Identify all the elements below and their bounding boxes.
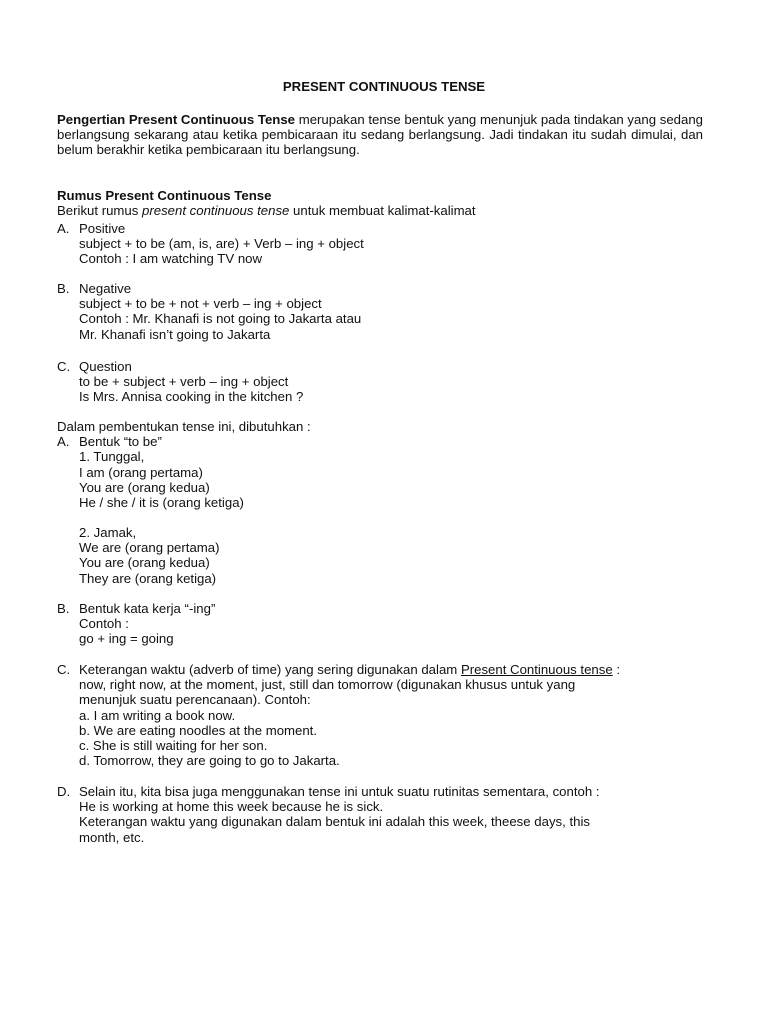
pembentukan-d-line: Keterangan waktu yang digunakan dalam bentuk ini adalah this week, theese days, this bbox=[79, 814, 590, 830]
pembentukan-a-label: A. bbox=[57, 434, 70, 450]
rumus-c-formula: to be + subject + verb – ing + object bbox=[79, 374, 289, 390]
pembentukan-d bbox=[57, 784, 707, 845]
pembentukan-b-label: B. bbox=[57, 601, 70, 616]
intro-text: merupakan tense bentuk yang menunjuk pada tindakan yang sedang berlangsung sekarang atau ketika pembicaraan itu sedang berlangsung. Jadi tindakan itu sudah dimulai, dan belum berakhir ketika pembicaraan itu berlangsung. bbox=[57, 112, 703, 158]
pembentukan-c-post: : bbox=[612, 662, 621, 677]
pembentukan-lead: Dalam pembentukan tense ini, dibutuhkan : bbox=[57, 419, 311, 434]
pembentukan-c-pre: Keterangan waktu (adverb of time) yang sering digunakan dalam bbox=[79, 662, 461, 677]
pembentukan-c-label: C. bbox=[57, 662, 71, 677]
pembentukan-d-line: Selain itu, kita bisa juga menggunakan tense ini untuk suatu rutinitas sementara, contoh : bbox=[79, 784, 600, 799]
intro-paragraph bbox=[57, 112, 703, 158]
rumus-section bbox=[57, 188, 707, 218]
jamak-line: You are (orang kedua) bbox=[79, 555, 210, 571]
pembentukan-d-line: month, etc. bbox=[79, 829, 145, 845]
rumus-lead-italic: present continuous tense bbox=[142, 203, 290, 219]
present-continuous-link[interactable]: Present Continuous tense bbox=[460, 662, 613, 677]
tunggal-line: He / she / it is (orang ketiga) bbox=[79, 495, 244, 511]
rumus-c-label: C. bbox=[57, 359, 71, 374]
rumus-a-name: Positive bbox=[79, 221, 126, 236]
pembentukan-c-line: menunjuk suatu perencanaan). Contoh: bbox=[79, 692, 311, 708]
rumus-a-label: A. bbox=[57, 221, 70, 236]
pembentukan-c-line: c. She is still waiting for her son. bbox=[79, 738, 268, 754]
rumus-c bbox=[57, 359, 707, 405]
pembentukan-d-line: He is working at home this week because he is sick. bbox=[79, 799, 384, 815]
rumus-b-formula: subject + to be + not + verb – ing + object bbox=[79, 296, 322, 312]
jamak-line: They are (orang ketiga) bbox=[79, 570, 217, 586]
intro-term: Pengertian Present Continuous Tense bbox=[57, 112, 296, 127]
pembentukan-c-line: now, right now, at the moment, just, still dan tomorrow (digunakan khusus untuk yang bbox=[79, 677, 576, 693]
pembentukan-c-line: b. We are eating noodles at the moment. bbox=[79, 722, 318, 738]
rumus-b-example-2: Mr. Khanafi isn’t going to Jakarta bbox=[79, 326, 271, 342]
pembentukan-c-line: d. Tomorrow, they are going to go to Jakarta. bbox=[79, 753, 340, 769]
pembentukan-section bbox=[57, 419, 707, 510]
rumus-lead-b: untuk membuat kalimat-kalimat bbox=[289, 203, 476, 219]
pembentukan-c bbox=[57, 662, 707, 768]
rumus-a-example: Contoh : I am watching TV now bbox=[79, 251, 263, 267]
rumus-b-name: Negative bbox=[79, 281, 132, 296]
tunggal-line: You are (orang kedua) bbox=[79, 479, 210, 495]
pembentukan-c-line: a. I am writing a book now. bbox=[79, 707, 236, 723]
pembentukan-b-name: Bentuk kata kerja “-ing” bbox=[79, 601, 216, 616]
rumus-lead bbox=[57, 203, 707, 218]
page-title: PRESENT CONTINUOUS TENSE bbox=[282, 79, 486, 94]
tunggal-line: 1. Tunggal, bbox=[79, 449, 145, 465]
jamak-block bbox=[57, 525, 707, 586]
pembentukan-b bbox=[57, 601, 707, 647]
pembentukan-b-line: Contoh : bbox=[79, 616, 129, 632]
pembentukan-b-line: go + ing = going bbox=[79, 631, 174, 647]
rumus-c-example: Is Mrs. Annisa cooking in the kitchen ? bbox=[79, 389, 304, 405]
pembentukan-d-label: D. bbox=[57, 784, 71, 799]
rumus-b-example-1: Contoh : Mr. Khanafi is not going to Jakarta atau bbox=[79, 311, 362, 327]
tunggal-line: I am (orang pertama) bbox=[79, 464, 203, 480]
rumus-a bbox=[57, 221, 707, 267]
jamak-line: 2. Jamak, bbox=[79, 525, 137, 540]
rumus-a-formula: subject + to be (am, is, are) + Verb – ing + object bbox=[79, 236, 364, 252]
rumus-lead-a: Berikut rumus bbox=[57, 203, 143, 219]
pembentukan-a-name: Bentuk “to be” bbox=[79, 434, 162, 450]
rumus-c-name: Question bbox=[79, 359, 132, 374]
rumus-b bbox=[57, 281, 707, 342]
jamak-line: We are (orang pertama) bbox=[79, 540, 220, 556]
rumus-b-label: B. bbox=[57, 281, 70, 296]
rumus-heading: Rumus Present Continuous Tense bbox=[57, 188, 272, 203]
